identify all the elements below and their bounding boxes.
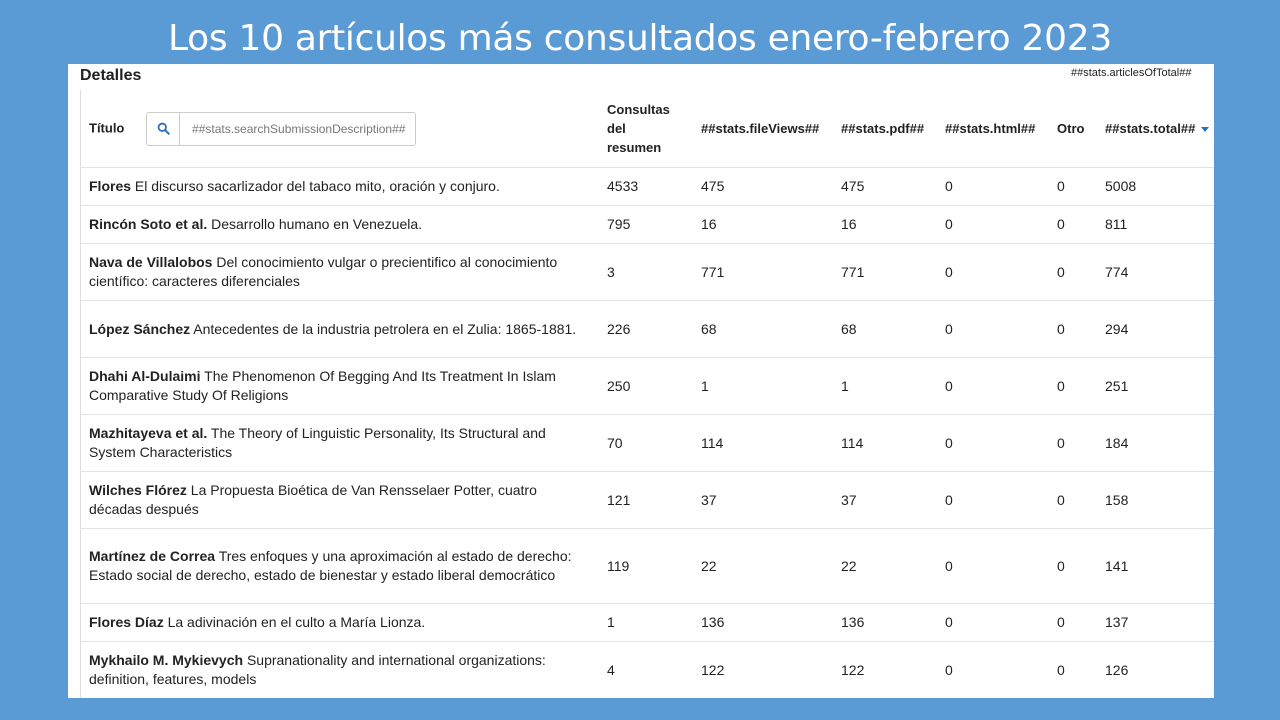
column-abstract-views[interactable]	[598, 90, 692, 168]
articles-table	[80, 90, 1214, 698]
cell-abstract: 4	[598, 642, 692, 699]
table-row	[80, 358, 1214, 415]
cell-title	[80, 206, 598, 244]
article-title: La adivinación en el culto a María Lionza.	[167, 614, 426, 630]
article-author: Mykhailo M. Mykievych	[89, 652, 244, 668]
cell-html: 0	[936, 529, 1048, 604]
table-row	[80, 472, 1214, 529]
column-other-label[interactable]: Otro	[1057, 121, 1085, 136]
cell-fileviews: 37	[692, 472, 832, 529]
cell-other: 0	[1048, 472, 1096, 529]
slide-title: Los 10 artículos más consultados enero-febrero 2023	[168, 18, 1112, 59]
article-title: El discurso sacarlizador del tabaco mito, oración y conjuro.	[134, 178, 500, 194]
cell-title	[80, 604, 598, 642]
cell-html: 0	[936, 301, 1048, 358]
cell-total: 294	[1096, 301, 1214, 358]
column-pdf-label[interactable]: ##stats.pdf##	[841, 121, 925, 136]
search-input[interactable]	[180, 113, 414, 145]
column-file-views-label[interactable]: ##stats.fileViews##	[701, 121, 820, 136]
cell-total: 184	[1096, 415, 1214, 472]
cell-other: 0	[1048, 415, 1096, 472]
cell-abstract: 121	[598, 472, 692, 529]
search-button[interactable]	[147, 113, 180, 145]
stats-panel	[68, 64, 1214, 698]
details-heading: Detalles	[80, 67, 142, 84]
cell-pdf: 1	[832, 358, 936, 415]
cell-total: 774	[1096, 244, 1214, 301]
column-file-views[interactable]	[692, 90, 832, 168]
column-pdf[interactable]	[832, 90, 936, 168]
cell-other: 0	[1048, 301, 1096, 358]
article-author: Martínez de Correa	[89, 548, 216, 564]
cell-other: 0	[1048, 244, 1096, 301]
cell-html: 0	[936, 168, 1048, 206]
cell-abstract: 226	[598, 301, 692, 358]
table-header-row	[80, 90, 1214, 168]
cell-other: 0	[1048, 168, 1096, 206]
article-title: The Theory of Linguistic Personality, Its Structural and System Characteristics	[89, 425, 546, 460]
cell-fileviews: 475	[692, 168, 832, 206]
cell-title	[80, 301, 598, 358]
cell-pdf: 771	[832, 244, 936, 301]
cell-title	[80, 358, 598, 415]
cell-fileviews: 22	[692, 529, 832, 604]
cell-abstract: 250	[598, 358, 692, 415]
cell-title	[80, 472, 598, 529]
cell-title	[80, 244, 598, 301]
cell-abstract: 119	[598, 529, 692, 604]
cell-total: 141	[1096, 529, 1214, 604]
cell-other: 0	[1048, 529, 1096, 604]
article-author: Nava de Villalobos	[89, 254, 213, 270]
article-author: Wilches Flórez	[89, 482, 187, 498]
article-title: La Propuesta Bioética de Van Rensselaer Potter, cuatro décadas después	[89, 482, 537, 517]
cell-total: 137	[1096, 604, 1214, 642]
cell-total: 811	[1096, 206, 1214, 244]
cell-pdf: 37	[832, 472, 936, 529]
table-body	[80, 168, 1214, 699]
cell-fileviews: 16	[692, 206, 832, 244]
cell-total: 158	[1096, 472, 1214, 529]
cell-abstract: 1	[598, 604, 692, 642]
cell-fileviews: 1	[692, 358, 832, 415]
cell-html: 0	[936, 358, 1048, 415]
cell-html: 0	[936, 206, 1048, 244]
column-total-label[interactable]: ##stats.total##	[1105, 121, 1196, 136]
cell-fileviews: 114	[692, 415, 832, 472]
cell-abstract: 3	[598, 244, 692, 301]
cell-total: 5008	[1096, 168, 1214, 206]
table-row	[80, 642, 1214, 699]
table-row	[80, 244, 1214, 301]
search-box	[146, 112, 416, 146]
table-row	[80, 529, 1214, 604]
cell-title	[80, 642, 598, 699]
table-row	[80, 168, 1214, 206]
cell-pdf: 22	[832, 529, 936, 604]
cell-html: 0	[936, 642, 1048, 699]
cell-fileviews: 136	[692, 604, 832, 642]
article-title: Desarrollo humano en Venezuela.	[211, 216, 423, 232]
article-title: Del conocimiento vulgar o precientifico al conocimiento científico: caracteres diferenciales	[89, 254, 558, 289]
article-author: Flores Díaz	[89, 614, 164, 630]
articles-of-total-label: ##stats.articlesOfTotal##	[1071, 67, 1192, 79]
cell-pdf: 122	[832, 642, 936, 699]
cell-total: 126	[1096, 642, 1214, 699]
column-abstract-views-label[interactable]: Consultas del resumen	[607, 102, 670, 155]
table-row	[80, 415, 1214, 472]
cell-pdf: 136	[832, 604, 936, 642]
cell-other: 0	[1048, 358, 1096, 415]
article-title: Tres enfoques y una aproximación al estado de derecho: Estado social de derecho, estado de bienestar y estado liberal democrático	[89, 548, 572, 583]
column-total[interactable]	[1096, 90, 1214, 168]
cell-abstract: 4533	[598, 168, 692, 206]
cell-fileviews: 68	[692, 301, 832, 358]
article-author: López Sánchez	[89, 320, 191, 337]
column-html-label[interactable]: ##stats.html##	[945, 121, 1036, 136]
table-row	[80, 301, 1214, 358]
column-html[interactable]	[936, 90, 1048, 168]
article-author: Mazhitayeva et al.	[89, 425, 208, 441]
cell-pdf: 114	[832, 415, 936, 472]
cell-html: 0	[936, 415, 1048, 472]
cell-html: 0	[936, 472, 1048, 529]
article-author: Rincón Soto et al.	[89, 216, 208, 232]
cell-fileviews: 122	[692, 642, 832, 699]
cell-html: 0	[936, 244, 1048, 301]
cell-other: 0	[1048, 206, 1096, 244]
article-title: Supranationality and international organizations: definition, features, models	[89, 652, 546, 687]
cell-pdf: 16	[832, 206, 936, 244]
sort-descending-icon[interactable]	[1201, 127, 1209, 132]
cell-other: 0	[1048, 604, 1096, 642]
cell-title	[80, 415, 598, 472]
article-title: Antecedentes de la industria petrolera en el Zulia: 1865-1881.	[193, 320, 577, 337]
article-author: Dhahi Al-Dulaimi	[89, 368, 201, 384]
cell-title	[80, 168, 598, 206]
cell-abstract: 70	[598, 415, 692, 472]
cell-other: 0	[1048, 642, 1096, 699]
cell-title	[80, 529, 598, 604]
table-row	[80, 604, 1214, 642]
article-author: Flores	[89, 178, 132, 194]
cell-fileviews: 771	[692, 244, 832, 301]
cell-pdf: 68	[832, 301, 936, 358]
column-title-label: Título	[89, 119, 125, 135]
cell-abstract: 795	[598, 206, 692, 244]
search-icon	[157, 122, 170, 135]
cell-html: 0	[936, 604, 1048, 642]
cell-total: 251	[1096, 358, 1214, 415]
column-title	[80, 90, 598, 168]
table-row	[80, 206, 1214, 244]
cell-pdf: 475	[832, 168, 936, 206]
column-other[interactable]	[1048, 90, 1096, 168]
article-title: The Phenomenon Of Begging And Its Treatment In Islam Comparative Study Of Religions	[89, 368, 556, 403]
